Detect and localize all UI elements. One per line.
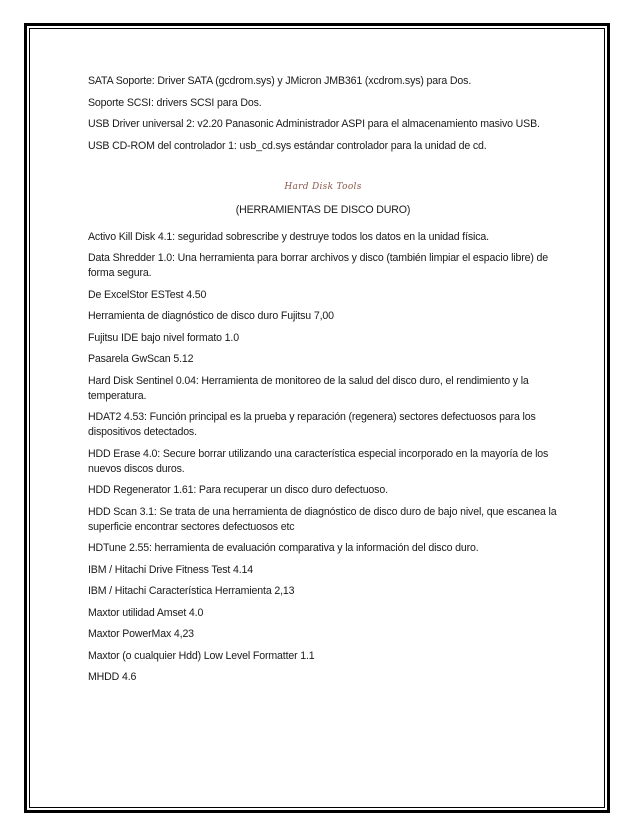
tool-item: Hard Disk Sentinel 0.04: Herramienta de monitoreo de la salud del disco duro, el rendimiento y la temperatura.: [88, 374, 529, 402]
tool-item: Data Shredder 1.0: Una herramienta para borrar archivos y disco (también limpiar el espacio libre) de forma segura.: [88, 252, 549, 279]
intro-line: SATA Soporte: Driver SATA (gcdrom.sys) y JMicron JMB361 (xcdrom.sys) para Dos.: [88, 75, 472, 87]
tool-item: IBM / Hitachi Drive Fitness Test 4.14: [88, 563, 253, 576]
tool-item: Herramienta de diagnóstico de disco duro Fujitsu 7,00: [88, 310, 334, 322]
document-body: [88, 74, 558, 692]
tool-item: Maxtor utilidad Amset 4.0: [88, 606, 204, 619]
tool-item: Pasarela GwScan 5.12: [88, 353, 194, 365]
tool-item: MHDD 4.6: [88, 671, 137, 683]
tool-item: HDAT2 4.53: Función principal es la prueba y reparación (regenera) sectores defectuosos para los dispositivos detectados.: [88, 411, 536, 438]
intro-line: USB Driver universal 2: v2.20 Panasonic Administrador ASPI para el almacenamiento masivo USB.: [88, 118, 540, 130]
tool-item: HDD Scan 3.1: Se trata de una herramienta de diagnóstico de disco duro de bajo nivel, que escanea la superficie encontrar sectores defectuosos etc: [88, 505, 557, 533]
tool-item: Maxtor (o cualquier Hdd) Low Level Formatter 1.1: [88, 649, 315, 662]
tool-item: IBM / Hitachi Característica Herramienta 2,13: [88, 585, 295, 597]
intro-line: Soporte SCSI: drivers SCSI para Dos.: [88, 96, 262, 109]
section-subtitle: (HERRAMIENTAS DE DISCO DURO): [235, 203, 411, 216]
tool-item: HDTune 2.55: herramienta de evaluación comparativa y la información del disco duro.: [88, 542, 479, 554]
tool-item: HDD Erase 4.0: Secure borrar utilizando una característica especial incorporado en la mayoría de los nuevos discos duros.: [88, 447, 549, 475]
tool-item: De ExcelStor ESTest 4.50: [88, 288, 207, 301]
tool-item: Fujitsu IDE bajo nivel formato 1.0: [88, 331, 239, 344]
intro-line: USB CD-ROM del controlador 1: usb_cd.sys estándar controlador para la unidad de cd.: [88, 139, 487, 152]
tool-item: Activo Kill Disk 4.1: seguridad sobrescribe y destruye todos los datos en la unidad física.: [88, 230, 489, 243]
tool-item: HDD Regenerator 1.61: Para recuperar un disco duro defectuoso.: [88, 484, 388, 496]
section-title: Hard Disk Tools: [284, 181, 362, 192]
tool-item: Maxtor PowerMax 4,23: [88, 628, 194, 640]
